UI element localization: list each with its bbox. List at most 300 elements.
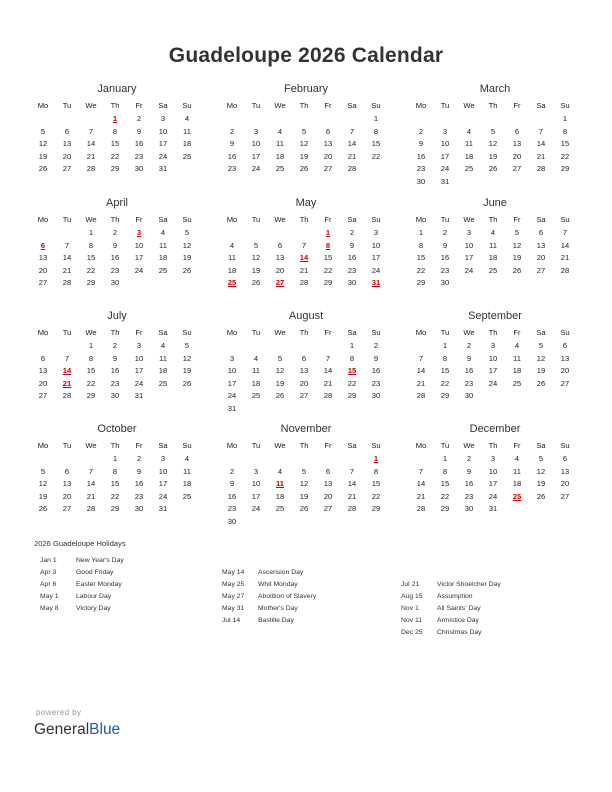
day-cell: 9	[112, 353, 118, 363]
day-cell: 21	[536, 151, 546, 161]
day-cell: 12	[182, 240, 192, 250]
day-cell: 31	[440, 177, 450, 186]
day-cell: 21	[299, 265, 309, 275]
day-cell: 8	[442, 353, 448, 363]
day-cell: 4	[514, 454, 520, 463]
day-cell: 7	[349, 126, 355, 136]
holiday-row	[222, 569, 402, 581]
weekday-label: Tu	[440, 101, 450, 110]
day-cell: 4	[277, 466, 283, 476]
holiday-name: New Year's Day	[76, 557, 124, 564]
day-cell: 20	[38, 378, 48, 388]
weekday-label: Tu	[440, 215, 450, 224]
holiday-day: 31	[371, 278, 381, 288]
day-cell: 27	[38, 391, 48, 401]
holiday-row	[401, 629, 581, 641]
day-cell: 6	[64, 466, 70, 476]
day-cell: 22	[440, 378, 450, 388]
weekday-label: Sa	[158, 328, 168, 337]
day-cell: 26	[38, 504, 48, 514]
day-cell: 15	[323, 253, 333, 263]
day-cell: 5	[40, 466, 46, 476]
holiday-row	[40, 593, 220, 605]
day-cell: 11	[252, 366, 260, 376]
day-cell: 24	[488, 378, 498, 388]
day-cell: 2	[418, 126, 424, 136]
weekday-label: Tu	[440, 328, 450, 337]
month-name: August	[288, 310, 324, 322]
day-cell: 30	[440, 278, 450, 288]
day-cell: 10	[440, 139, 450, 149]
day-cell: 20	[512, 151, 522, 161]
day-cell: 22	[371, 151, 381, 161]
weekday-label: Sa	[158, 215, 168, 224]
day-cell: 22	[86, 265, 96, 275]
weekday-label: Fr	[513, 101, 521, 110]
day-cell: 14	[62, 253, 72, 263]
holiday-date: May 31	[222, 604, 245, 612]
day-cell: 26	[299, 504, 309, 514]
brand-blue: Blue	[89, 721, 121, 738]
day-cell: 14	[86, 139, 96, 149]
day-cell: 12	[512, 240, 522, 250]
day-cell: 26	[275, 391, 285, 401]
day-cell: 30	[347, 278, 357, 288]
day-cell: 14	[560, 240, 570, 250]
day-cell: 1	[88, 228, 94, 237]
day-cell: 10	[158, 466, 168, 476]
day-cell: 19	[299, 151, 309, 161]
day-cell: 6	[562, 341, 568, 350]
day-cell: 29	[110, 504, 120, 514]
holiday-row	[40, 605, 220, 617]
day-cell: 18	[158, 366, 168, 376]
day-cell: 3	[442, 126, 448, 136]
weekday-label: Su	[371, 215, 381, 224]
page-title: Guadeloupe 2026 Calendar	[168, 44, 444, 67]
day-cell: 27	[323, 164, 333, 174]
holiday-name: Good Friday	[76, 568, 114, 576]
day-cell: 9	[229, 479, 235, 489]
day-cell: 3	[466, 228, 472, 237]
day-cell: 13	[560, 353, 570, 363]
day-cell: 23	[110, 378, 120, 388]
day-cell: 18	[251, 378, 261, 388]
generalblue-logo[interactable]	[34, 721, 120, 739]
day-cell: 28	[560, 265, 570, 275]
day-cell: 3	[373, 228, 379, 237]
holiday-row	[222, 581, 402, 593]
day-cell: 18	[182, 479, 192, 489]
weekday-label: Tu	[62, 215, 72, 224]
weekday-label: Th	[299, 441, 309, 450]
day-cell: 2	[373, 341, 379, 350]
day-cell: 2	[112, 228, 118, 237]
day-cell: 3	[229, 353, 235, 363]
day-cell: 15	[440, 479, 450, 489]
day-cell: 20	[323, 491, 333, 501]
day-cell: 13	[323, 139, 333, 149]
day-cell: 5	[538, 341, 544, 350]
day-cell: 4	[184, 454, 190, 463]
day-cell: 13	[38, 366, 48, 376]
day-cell: 19	[38, 151, 48, 161]
day-cell: 11	[513, 353, 521, 363]
day-cell: 10	[464, 240, 474, 250]
holiday-name: Assumption	[437, 592, 473, 600]
day-cell: 29	[440, 504, 450, 514]
weekday-label: Th	[110, 215, 120, 224]
day-cell: 1	[112, 454, 118, 463]
day-cell: 23	[227, 164, 237, 174]
holiday-row	[401, 617, 581, 629]
day-cell: 3	[160, 114, 166, 123]
day-cell: 30	[371, 391, 381, 401]
day-cell: 14	[536, 139, 546, 149]
day-cell: 18	[464, 151, 474, 161]
day-cell: 27	[299, 391, 309, 401]
holiday-row	[401, 581, 581, 593]
day-cell: 7	[538, 126, 544, 136]
day-cell: 8	[88, 240, 94, 250]
weekday-label: Fr	[324, 101, 332, 110]
day-cell: 16	[416, 151, 426, 161]
day-cell: 27	[560, 378, 570, 388]
weekday-label: Tu	[440, 441, 450, 450]
day-cell: 23	[416, 164, 426, 174]
day-cell: 5	[490, 126, 496, 136]
day-cell: 13	[512, 139, 522, 149]
day-cell: 24	[251, 164, 261, 174]
weekday-label: We	[85, 441, 97, 450]
day-cell: 6	[301, 353, 307, 363]
day-cell: 24	[158, 151, 168, 161]
day-cell: 5	[253, 240, 259, 250]
day-cell: 29	[347, 391, 357, 401]
day-cell: 7	[88, 126, 94, 136]
day-cell: 14	[347, 139, 357, 149]
day-cell: 11	[276, 139, 284, 149]
day-cell: 29	[560, 164, 570, 174]
day-cell: 2	[229, 466, 235, 476]
day-cell: 24	[158, 491, 168, 501]
holiday-date: Apr 3	[40, 568, 57, 576]
day-cell: 10	[251, 139, 261, 149]
month-name: January	[97, 83, 137, 95]
day-cell: 29	[86, 278, 96, 288]
day-cell: 12	[38, 479, 48, 489]
day-cell: 10	[488, 466, 498, 476]
weekday-label: Th	[110, 328, 120, 337]
day-cell: 19	[536, 479, 546, 489]
day-cell: 13	[299, 366, 309, 376]
day-cell: 4	[514, 341, 520, 350]
day-cell: 3	[490, 341, 496, 350]
day-cell: 30	[110, 391, 120, 401]
day-cell: 17	[488, 366, 498, 376]
holiday-row	[40, 557, 220, 569]
day-cell: 16	[134, 139, 144, 149]
day-cell: 24	[134, 378, 144, 388]
day-cell: 6	[325, 126, 331, 136]
day-cell: 1	[562, 114, 568, 123]
day-cell: 26	[299, 164, 309, 174]
day-cell: 2	[466, 454, 472, 463]
day-cell: 21	[347, 151, 357, 161]
brand-general: General	[34, 721, 90, 738]
day-cell: 14	[347, 479, 357, 489]
day-cell: 17	[227, 378, 237, 388]
day-cell: 10	[227, 366, 237, 376]
day-cell: 14	[323, 366, 333, 376]
day-cell: 8	[88, 353, 94, 363]
weekday-label: Mo	[37, 101, 49, 110]
holiday-date: Aug 15	[401, 592, 423, 600]
day-cell: 15	[416, 253, 426, 263]
day-cell: 20	[560, 366, 570, 376]
day-cell: 8	[442, 466, 448, 476]
weekday-label: We	[463, 215, 475, 224]
month-name: February	[283, 83, 329, 95]
holiday-date: Jan 1	[40, 557, 57, 564]
day-cell: 5	[301, 466, 307, 476]
weekday-label: Tu	[251, 101, 261, 110]
day-cell: 17	[251, 491, 261, 501]
day-cell: 19	[251, 265, 261, 275]
month-name: September	[468, 310, 522, 322]
weekday-label: Mo	[226, 101, 238, 110]
day-cell: 25	[182, 491, 192, 501]
day-cell: 26	[251, 278, 261, 288]
holiday-name: Mother's Day	[258, 604, 298, 612]
day-cell: 20	[62, 491, 72, 501]
day-cell: 1	[418, 228, 424, 237]
day-cell: 5	[184, 341, 190, 350]
weekday-label: Th	[488, 328, 498, 337]
day-cell: 25	[488, 265, 498, 275]
day-cell: 21	[560, 253, 570, 263]
day-cell: 24	[134, 265, 144, 275]
day-cell: 31	[488, 504, 498, 514]
day-cell: 18	[512, 366, 522, 376]
day-cell: 6	[40, 353, 46, 363]
weekday-label: We	[274, 328, 286, 337]
day-cell: 2	[442, 228, 448, 237]
day-cell: 11	[183, 466, 191, 476]
weekday-label: Tu	[251, 215, 261, 224]
weekday-label: Su	[560, 101, 570, 110]
weekday-label: Th	[110, 441, 120, 450]
day-cell: 15	[560, 139, 570, 149]
month-name: June	[483, 197, 507, 209]
weekday-label: Tu	[251, 328, 261, 337]
weekday-label: Su	[371, 441, 381, 450]
day-cell: 24	[488, 491, 498, 501]
weekday-label: Mo	[415, 328, 427, 337]
weekday-label: Su	[371, 101, 381, 110]
day-cell: 16	[227, 151, 237, 161]
holiday-day: 21	[62, 378, 72, 388]
day-cell: 27	[560, 491, 570, 501]
day-cell: 18	[227, 265, 237, 275]
month-name: December	[469, 423, 521, 435]
day-cell: 28	[323, 391, 333, 401]
day-cell: 3	[490, 454, 496, 463]
day-cell: 17	[464, 253, 474, 263]
weekday-label: Th	[488, 101, 498, 110]
day-cell: 24	[251, 504, 261, 514]
day-cell: 21	[86, 151, 96, 161]
holiday-day: 25	[512, 491, 522, 501]
day-cell: 11	[228, 253, 236, 263]
holiday-date: May 8	[40, 604, 59, 612]
weekday-label: Su	[560, 441, 570, 450]
day-cell: 14	[86, 479, 96, 489]
day-cell: 25	[182, 151, 192, 161]
day-cell: 9	[373, 353, 379, 363]
day-cell: 26	[488, 164, 498, 174]
day-cell: 13	[323, 479, 333, 489]
day-cell: 13	[62, 139, 72, 149]
day-cell: 12	[536, 353, 546, 363]
day-cell: 18	[275, 491, 285, 501]
weekday-label: Sa	[536, 328, 546, 337]
weekday-label: Fr	[324, 215, 332, 224]
day-cell: 11	[159, 240, 167, 250]
holiday-row	[222, 617, 402, 629]
day-cell: 11	[513, 466, 521, 476]
day-cell: 26	[38, 164, 48, 174]
holiday-day: 3	[136, 228, 142, 237]
day-cell: 22	[323, 265, 333, 275]
day-cell: 8	[112, 126, 118, 136]
day-cell: 22	[560, 151, 570, 161]
day-cell: 30	[134, 164, 144, 174]
day-cell: 21	[62, 265, 72, 275]
weekday-label: Sa	[347, 441, 357, 450]
day-cell: 25	[464, 164, 474, 174]
holiday-date: Nov 11	[401, 616, 423, 624]
day-cell: 4	[277, 126, 283, 136]
weekday-label: We	[274, 215, 286, 224]
day-cell: 31	[227, 404, 237, 413]
day-cell: 29	[110, 164, 120, 174]
weekday-label: Sa	[536, 215, 546, 224]
weekday-label: Fr	[324, 441, 332, 450]
day-cell: 7	[325, 353, 331, 363]
day-cell: 20	[323, 151, 333, 161]
holiday-day: 1	[373, 454, 379, 463]
day-cell: 10	[371, 240, 381, 250]
day-cell: 12	[182, 353, 192, 363]
day-cell: 24	[227, 391, 237, 401]
day-cell: 16	[347, 253, 357, 263]
day-cell: 12	[299, 479, 309, 489]
holiday-day: 14	[299, 253, 309, 263]
day-cell: 1	[442, 341, 448, 350]
day-cell: 12	[251, 253, 261, 263]
day-cell: 23	[464, 378, 474, 388]
day-cell: 15	[110, 479, 120, 489]
day-cell: 25	[512, 378, 522, 388]
day-cell: 16	[464, 366, 474, 376]
weekday-label: Su	[182, 215, 192, 224]
day-cell: 28	[347, 504, 357, 514]
day-cell: 7	[64, 353, 70, 363]
holiday-date: May 1	[40, 592, 59, 600]
day-cell: 3	[253, 126, 259, 136]
day-cell: 2	[229, 126, 235, 136]
weekday-label: Mo	[226, 328, 238, 337]
day-cell: 19	[299, 491, 309, 501]
weekday-label: Fr	[135, 441, 143, 450]
month-name: July	[107, 310, 127, 322]
day-cell: 30	[227, 517, 237, 526]
day-cell: 7	[64, 240, 70, 250]
day-cell: 25	[158, 265, 168, 275]
weekday-label: Fr	[513, 441, 521, 450]
weekday-label: Sa	[347, 101, 357, 110]
day-cell: 19	[512, 253, 522, 263]
day-cell: 17	[158, 139, 168, 149]
day-cell: 13	[38, 253, 48, 263]
day-cell: 17	[134, 366, 144, 376]
day-cell: 22	[347, 378, 357, 388]
day-cell: 13	[275, 253, 285, 263]
day-cell: 27	[62, 504, 72, 514]
holiday-date: May 25	[222, 580, 245, 588]
day-cell: 24	[371, 265, 381, 275]
day-cell: 16	[227, 491, 237, 501]
weekday-label: Mo	[37, 328, 49, 337]
day-cell: 13	[62, 479, 72, 489]
day-cell: 16	[110, 253, 120, 263]
holiday-day: 25	[227, 278, 237, 288]
holiday-name: Whit Monday	[258, 580, 298, 588]
day-cell: 16	[440, 253, 450, 263]
day-cell: 26	[536, 378, 546, 388]
day-cell: 21	[416, 491, 426, 501]
day-cell: 12	[38, 139, 48, 149]
day-cell: 15	[110, 139, 120, 149]
day-cell: 11	[183, 126, 191, 136]
holiday-row	[401, 605, 581, 617]
day-cell: 10	[488, 353, 498, 363]
day-cell: 20	[560, 479, 570, 489]
day-cell: 19	[275, 378, 285, 388]
day-cell: 7	[301, 240, 307, 250]
day-cell: 17	[158, 479, 168, 489]
holiday-date: Jul 21	[401, 581, 420, 588]
day-cell: 5	[184, 228, 190, 237]
day-cell: 2	[112, 341, 118, 350]
day-cell: 28	[347, 164, 357, 174]
day-cell: 8	[562, 126, 568, 136]
weekday-label: Sa	[347, 328, 357, 337]
holiday-name: Ascension Day	[258, 569, 304, 576]
weekday-label: Su	[560, 215, 570, 224]
day-cell: 28	[62, 391, 72, 401]
day-cell: 15	[86, 253, 96, 263]
day-cell: 18	[182, 139, 192, 149]
day-cell: 27	[62, 164, 72, 174]
day-cell: 10	[251, 479, 261, 489]
day-cell: 29	[371, 504, 381, 514]
weekday-label: Tu	[251, 441, 261, 450]
holiday-day: 27	[275, 278, 285, 288]
day-cell: 16	[371, 366, 381, 376]
day-cell: 19	[182, 253, 192, 263]
